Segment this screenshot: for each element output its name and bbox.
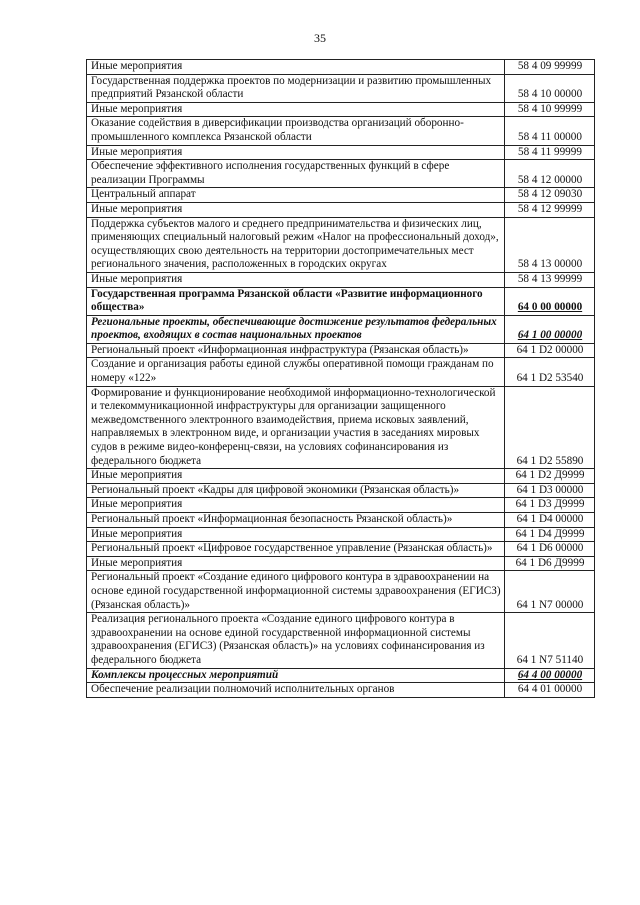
table-row (87, 668, 595, 683)
row-name: Формирование и функционирование необходимой информационно-технологической и телекоммуникационной инфраструктуры для организации защищенного межведомственного электронного взаимодействия, приема исковых заявлений, направляемых в электронном виде, и организации участия в заседаниях мировых судов в режиме видео-конференц-связи, на условиях софинансирования из федерального бюджета (87, 386, 505, 469)
table-row (87, 145, 595, 160)
row-name: Иные мероприятия (87, 102, 505, 117)
row-code: 64 1 D6 Д9999 (505, 556, 595, 571)
table-row (87, 287, 595, 315)
row-code: 64 4 01 00000 (505, 683, 595, 698)
row-name: Обеспечение эффективного исполнения государственных функций в сфере реализации Программы (87, 160, 505, 188)
row-name: Иные мероприятия (87, 60, 505, 75)
row-name: Иные мероприятия (87, 498, 505, 513)
table-row (87, 74, 595, 102)
row-code: 58 4 10 00000 (505, 74, 595, 102)
row-code: 64 1 D2 00000 (505, 343, 595, 358)
row-code: 64 1 D6 00000 (505, 542, 595, 557)
row-name: Региональный проект «Цифровое государственное управление (Рязанская область)» (87, 542, 505, 557)
row-name: Иные мероприятия (87, 556, 505, 571)
row-name: Региональный проект «Информационная инфраструктура (Рязанская область)» (87, 343, 505, 358)
row-code: 64 1 D4 00000 (505, 513, 595, 528)
row-name: Иные мероприятия (87, 527, 505, 542)
row-name: Иные мероприятия (87, 202, 505, 217)
table-row (87, 613, 595, 668)
table-row (87, 343, 595, 358)
row-name: Государственная программа Рязанской области «Развитие информационного общества» (87, 287, 505, 315)
table-row (87, 386, 595, 469)
table-row (87, 483, 595, 498)
row-code: 64 1 D3 Д9999 (505, 498, 595, 513)
row-code: 58 4 12 09030 (505, 188, 595, 203)
row-name: Региональные проекты, обеспечивающие достижение результатов федеральных проектов, входящих в состав национальных проектов (87, 315, 505, 343)
row-name: Комплексы процессных мероприятий (87, 668, 505, 683)
row-code: 64 1 N7 51140 (505, 613, 595, 668)
row-name: Обеспечение реализации полномочий исполнительных органов (87, 683, 505, 698)
table-row (87, 527, 595, 542)
table-row (87, 117, 595, 145)
table-row (87, 272, 595, 287)
row-name: Региональный проект «Создание единого цифрового контура в здравоохранении на основе единой государственной информационной системы здравоохранения (ЕГИСЗ) (Рязанская область)» (87, 571, 505, 613)
row-code: 64 1 D3 00000 (505, 483, 595, 498)
row-code: 64 1 N7 00000 (505, 571, 595, 613)
row-code: 64 1 00 00000 (505, 315, 595, 343)
table-row (87, 556, 595, 571)
table-row (87, 358, 595, 386)
table-row (87, 513, 595, 528)
row-name: Иные мероприятия (87, 145, 505, 160)
table-row (87, 188, 595, 203)
table-row (87, 315, 595, 343)
table-row (87, 202, 595, 217)
row-name: Государственная поддержка проектов по модернизации и развитию промышленных предприятий Рязанской области (87, 74, 505, 102)
row-code: 64 0 00 00000 (505, 287, 595, 315)
table-row (87, 542, 595, 557)
row-name: Региональный проект «Информационная безопасность Рязанской область)» (87, 513, 505, 528)
row-code: 58 4 13 00000 (505, 217, 595, 272)
row-name: Оказание содействия в диверсификации производства организаций оборонно-промышленного комплекса Рязанской области (87, 117, 505, 145)
table-row (87, 571, 595, 613)
row-code: 58 4 12 99999 (505, 202, 595, 217)
row-name: Иные мероприятия (87, 272, 505, 287)
row-code: 64 1 D2 53540 (505, 358, 595, 386)
table-row (87, 498, 595, 513)
row-code: 64 1 D4 Д9999 (505, 527, 595, 542)
page-number: 35 (314, 31, 326, 45)
table-row (87, 469, 595, 484)
row-code: 58 4 11 00000 (505, 117, 595, 145)
budget-classification-table (86, 59, 595, 698)
row-code: 58 4 09 99999 (505, 60, 595, 75)
row-name: Поддержка субъектов малого и среднего предпринимательства и физических лиц, применяющих специальный налоговый режим «Налог на профессиональный доход», осуществляющих свою деятельность на территории достопримечательных мест регионального значения, расположенных в городских округах (87, 217, 505, 272)
table-row (87, 60, 595, 75)
row-code: 64 1 D2 Д9999 (505, 469, 595, 484)
row-name: Реализация регионального проекта «Создание единого цифрового контура в здравоохранении на основе единой государственной информационной системы здравоохранения (ЕГИСЗ) (Рязанская область)» на условиях софинансирования из федерального бюджета (87, 613, 505, 668)
row-name: Создание и организация работы единой службы оперативной помощи гражданам по номеру «122» (87, 358, 505, 386)
table-row (87, 683, 595, 698)
table-row (87, 160, 595, 188)
row-code: 58 4 13 99999 (505, 272, 595, 287)
row-name: Региональный проект «Кадры для цифровой экономики (Рязанская область)» (87, 483, 505, 498)
table-row (87, 102, 595, 117)
table-row (87, 217, 595, 272)
row-code: 58 4 12 00000 (505, 160, 595, 188)
row-code: 64 4 00 00000 (505, 668, 595, 683)
row-name: Иные мероприятия (87, 469, 505, 484)
row-code: 58 4 11 99999 (505, 145, 595, 160)
row-code: 58 4 10 99999 (505, 102, 595, 117)
row-code: 64 1 D2 55890 (505, 386, 595, 469)
row-name: Центральный аппарат (87, 188, 505, 203)
